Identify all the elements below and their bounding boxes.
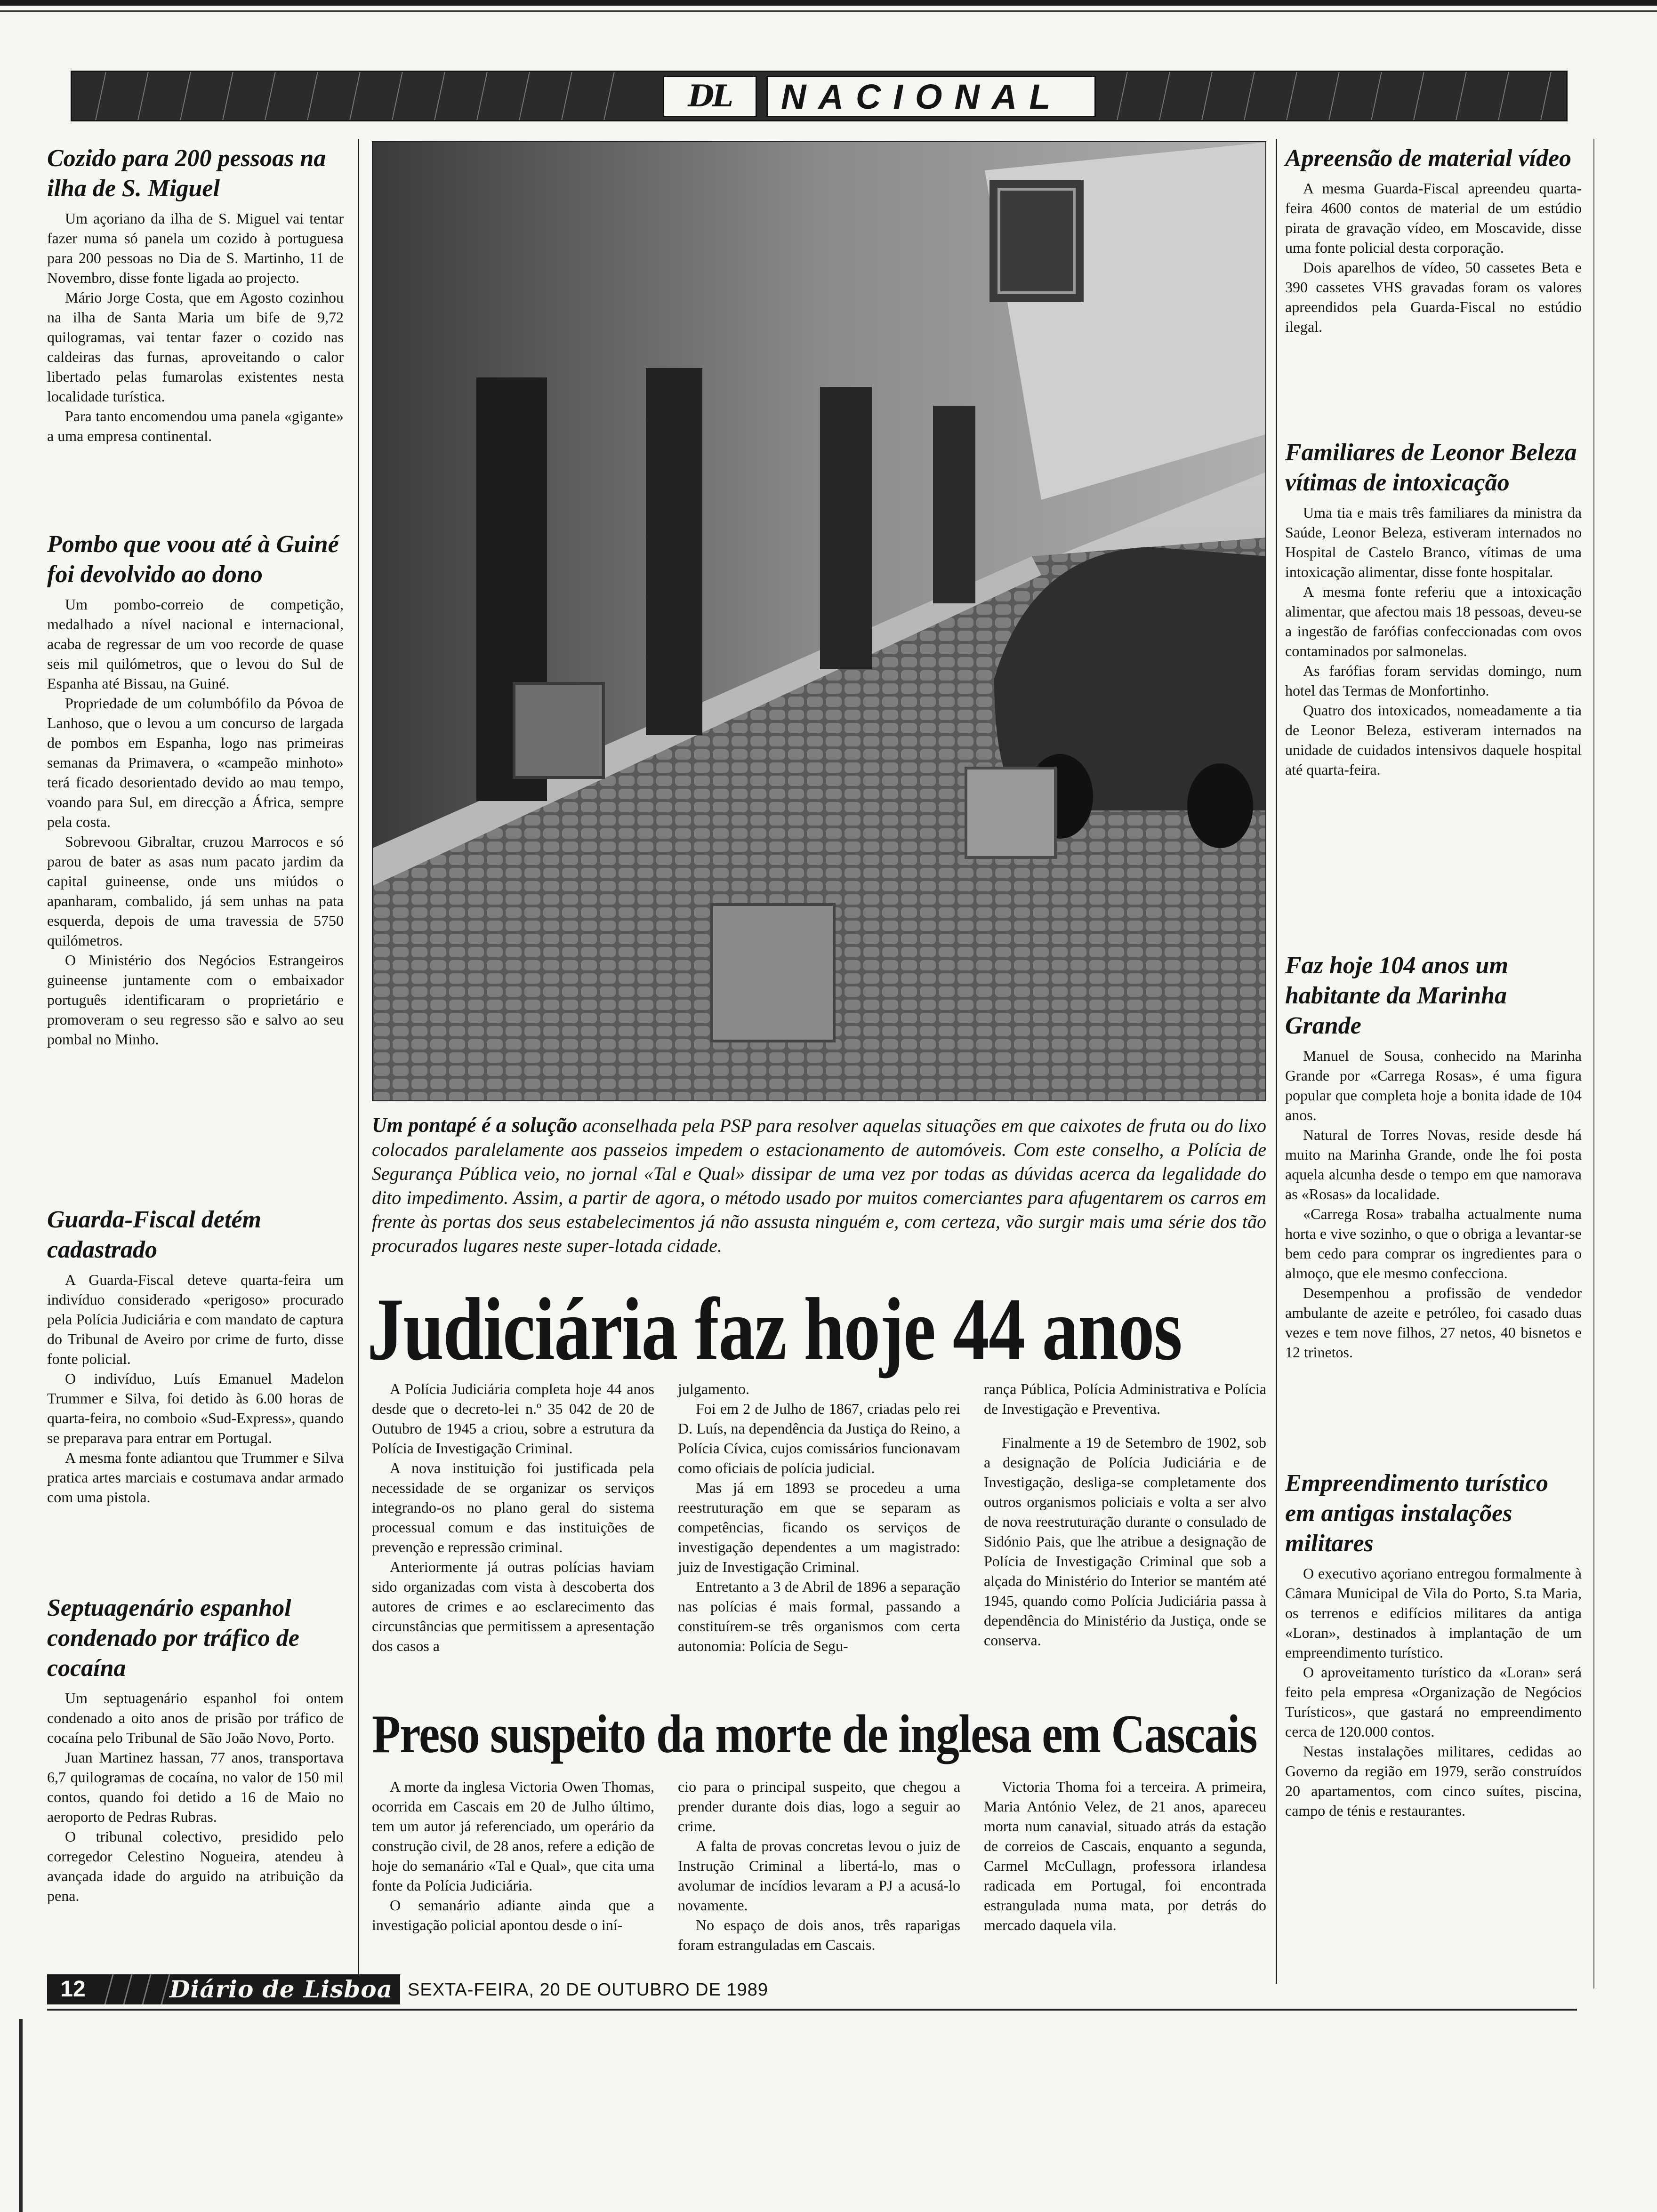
photo-caption xyxy=(372,1113,1266,1258)
article-paragraph: Entretanto a 3 de Abril de 1896 a separação nas polícias é mais formal, passando a constituírem-se três organismos com certa autonomia: Polícia de Segu- xyxy=(678,1578,960,1654)
masthead-footer xyxy=(99,1974,400,2004)
brief-guarda-fiscal xyxy=(47,1205,344,1507)
footer-rule xyxy=(47,2009,1577,2011)
article-paragraph: A falta de provas concretas levou o juiz de Instrução Criminal a libertá-lo, mas o avolumar de incídios levaram a PJ a acusá-lo novamente. xyxy=(678,1837,960,1914)
brief-paragraph: Uma tia e mais três familiares da ministra da Saúde, Leonor Beleza, estiveram internados no Hospital de Castelo Branco, vítimas de uma intoxicação alimentar, disse fonte hospitalar. xyxy=(1285,504,1582,580)
article-paragraph: O semanário adiante ainda que a investigação policial apontou desde o iní- xyxy=(372,1897,654,1933)
brief-headline: Apreensão de material vídeo xyxy=(1285,145,1572,172)
brief-headline: Cozido para 200 pessoas na ilha de S. Miguel xyxy=(47,145,326,202)
article1-column-1 xyxy=(372,1379,654,1656)
caption-lead: Um pontapé é a solução xyxy=(372,1114,578,1137)
brief-paragraph: Sobrevoou Gibraltar, cruzou Marrocos e só parou de bater as asas num pacato jardim da capital guineense, onde uns miúdos o apanharam, combalido, já sem unhas na pata esquerda, depois de uma travessia de 5750 quilómetros. xyxy=(47,833,344,949)
brief-paragraph: Propriedade de um columbófilo da Póvoa de Lanhoso, que o levou a um concurso de largada de pombos em Espanha, logo nas primeiras semanas da Primavera, o «campeão minhoto» terá ficado desorientado devido ao mau tempo, voando para Sul, em direcção a África, sempre pela costa. xyxy=(47,695,344,830)
article-paragraph: rança Pública, Polícia Administrativa e Polícia de Investigação e Preventiva. xyxy=(984,1380,1266,1417)
dl-logo: DL xyxy=(663,76,757,117)
caption-text: aconselhada pela PSP para resolver aquelas situações em que caixotes de fruta ou do lixo colocados paralelamente aos passeios impedem o estacionamento de automóveis. Com este conselho, a Polícia de Segurança Pública veio, no jornal «Tal e Qual» dissipar de uma vez por todas as dúvidas acerca da legalidade do dito impedimento. Assim, a partir de agora, o método usado por muitos comerciantes para afugentarem os carros em frente às portas dos seus estabelecimentos já não assusta ninguém e, com certeza, vão surgir mais uma série dos tão procurados lugares neste super-lotada cidade. xyxy=(372,1115,1267,1256)
article1-column-2 xyxy=(678,1379,960,1656)
brief-empreendimento xyxy=(1285,1468,1582,1820)
article-paragraph: Finalmente a 19 de Setembro de 1902, sob a designação de Polícia Judiciária e de Investigação, desliga-se completamente dos outros organismos policiais e volta a ser alvo de nova reestruturação durante o consulado de Sidónio Pais, que lhe atribue a designação de Polícia de Investigação Criminal que sob a alçada do Ministério do Interior se mantém até 1945, quando como Polícia Judiciária passa à dependência do Ministério da Justiça, onde se conserva. xyxy=(984,1434,1266,1649)
page-number: 12 xyxy=(47,1974,99,2004)
brief-paragraph: A Guarda-Fiscal deteve quarta-feira um indivíduo considerado «perigoso» procurado pela Polícia Judiciária e com mandato de captura do Tribunal de Aveiro por crime de furto, disse fonte policial. xyxy=(47,1271,344,1367)
brief-apreensao xyxy=(1285,144,1582,337)
brief-paragraph: Um pombo-correio de competição, medalhado a nível nacional e internacional, acaba de regressar de um voo recorde de quase seis mil quilómetros, que o levou do Sul de Espanha até Bissau, na Guiné. xyxy=(47,596,344,692)
brief-cozido xyxy=(47,144,344,446)
brief-paragraph: Quatro dos intoxicados, nomeadamente a tia de Leonor Beleza, estiveram internados na unidade de cuidados intensivos daquele hospital até quarta-feira. xyxy=(1285,702,1582,778)
article2-column-3 xyxy=(984,1777,1266,1935)
brief-paragraph: O aproveitamento turístico da «Loran» será feito pela empresa «Organização de Negócios Turísticos», que gastará no empreendimento cerca de 120.000 contos. xyxy=(1285,1664,1582,1740)
article-paragraph: No espaço de dois anos, três raparigas foram estranguladas em Cascais. xyxy=(678,1916,960,1953)
article2-column-1 xyxy=(372,1777,654,1935)
article-paragraph: cio para o principal suspeito, que chegou a prender durante dois dias, logo a seguir ao crime. xyxy=(678,1778,960,1835)
article-paragraph: A Polícia Judiciária completa hoje 44 anos desde que o decreto-lei n.º 35 042 de 20 de Outubro de 1945 a criou, sobre a estrutura da Polícia de Investigação Criminal. xyxy=(372,1380,654,1457)
brief-paragraph: Natural de Torres Novas, reside desde há muito na Marinha Grande, onde lhe foi posta aquela alcunha desde o tempo em que namorava as «Rosas» da localidade. xyxy=(1285,1126,1582,1202)
brief-paragraph: A mesma Guarda-Fiscal apreendeu quarta-feira 4600 contos de material de um estúdio pirata de gravação vídeo, em Moscavide, disse uma fonte policial desta corporação. xyxy=(1285,180,1582,256)
brief-headline: Empreendimento turístico em antigas instalações militares xyxy=(1285,1470,1549,1557)
brief-headline: Pombo que voou até à Guiné foi devolvido ao dono xyxy=(47,531,339,588)
brief-paragraph: Um septuagenário espanhol foi ontem condenado a oito anos de prisão por tráfico de cocaína pelo Tribunal de São João Novo, Porto. xyxy=(47,1690,344,1746)
brief-paragraph: Manuel de Sousa, conhecido na Marinha Grande por «Carrega Rosas», é uma figura popular que completa hoje a bonita idade de 104 anos. xyxy=(1285,1047,1582,1123)
article-paragraph: Victoria Thoma foi a terceira. A primeira, Maria António Velez, de 21 anos, apareceu morta num canavial, situado atrás da estação de correios de Cascais, enquanto a segunda, Carmel McCullagn, professora irlandesa radicada em Portugal, foi encontrada estrangulada numa mata, por detrás do mercado daquela vila. xyxy=(984,1778,1266,1933)
column-rule-right xyxy=(1276,139,1277,1984)
scan-edge xyxy=(19,2019,23,2212)
brief-septuagenario xyxy=(47,1593,344,1906)
article-headline-judiciaria: Judiciária faz hoje 44 anos xyxy=(367,1280,1182,1379)
section-banner xyxy=(71,71,1568,121)
top-border xyxy=(0,0,1657,6)
brief-pombo xyxy=(47,529,344,1049)
brief-paragraph: Nestas instalações militares, cedidas ao Governo da região em 1979, serão construídos 20 apartamentos, com cinco suítes, piscina, campo de ténis e restaurantes. xyxy=(1285,1743,1582,1819)
article1-column-3 xyxy=(984,1379,1266,1650)
brief-paragraph: Juan Martinez hassan, 77 anos, transportava 6,7 quilogramas de cocaína, no valor de 150 mil contos, quando foi detido a 16 de Maio no aeroporto de Pedras Rubras. xyxy=(47,1749,344,1825)
brief-paragraph: As farófias foram servidas domingo, num hotel das Termas de Monfortinho. xyxy=(1285,662,1582,699)
brief-paragraph: O executivo açoriano entregou formalmente à Câmara Municipal de Vila do Porto, S.ta Maria, os terrenos e edifícios militares da antiga «Loran», destinados à implantação de um empreendimento turístico. xyxy=(1285,1565,1582,1661)
brief-paragraph: Para tanto encomendou uma panela «gigante» a uma empresa continental. xyxy=(47,408,344,444)
article-headline-cascais: Preso suspeito da morte de inglesa em Cascais xyxy=(372,1704,1257,1764)
column-rule-left xyxy=(358,139,359,1984)
brief-leonor-beleza xyxy=(1285,438,1582,779)
brief-paragraph: O Ministério dos Negócios Estrangeiros guineense juntamente com o embaixador português identificaram o proprietário e promoveram o seu regresso são e salvo ao seu pombal no Minho. xyxy=(47,952,344,1048)
article2-column-2 xyxy=(678,1777,960,1955)
brief-paragraph: Um açoriano da ilha de S. Miguel vai tentar fazer numa só panela um cozido à portuguesa para 200 pessoas no Dia de S. Martinho, 11 de Novembro, disse fonte ligada ao projecto. xyxy=(47,210,344,286)
brief-paragraph: «Carrega Rosa» trabalha actualmente numa horta e vive sozinho, o que o obriga a levantar-se bem cedo para comprar os ingredientes para o almoço, que ele mesmo confecciona. xyxy=(1285,1205,1582,1282)
article-paragraph: julgamento. xyxy=(678,1380,749,1397)
brief-104-anos xyxy=(1285,951,1582,1362)
brief-headline: Septuagenário espanhol condenado por tráfico de cocaína xyxy=(47,1595,299,1682)
brief-paragraph: Desempenhou a profissão de vendedor ambulante de azeite e petróleo, foi casado duas vezes e tem nove filhos, 27 netos, 40 bisnetos e 12 trinetos. xyxy=(1285,1284,1582,1361)
article-paragraph: Anteriormente já outras polícias haviam sido organizadas com vista à descoberta dos autores de crimes e ao esclarecimento das circunstâncias que permitissem a apresentação dos casos a xyxy=(372,1558,654,1654)
brief-headline: Faz hoje 104 anos um habitante da Marinha Grande xyxy=(1285,952,1508,1039)
article-paragraph: Mas já em 1893 se procedeu a uma reestruturação em que se separam as competências, ficando os serviços de investigação dependentes a um magistrado: juiz de Investigação Criminal. xyxy=(678,1479,960,1575)
brief-paragraph: O indivíduo, Luís Emanuel Madelon Trummer e Silva, foi detido às 6.00 horas de quarta-feira, no comboio «Sud-Express», quando se preparava para entrar em Portugal. xyxy=(47,1370,344,1446)
brief-paragraph: A mesma fonte referiu que a intoxicação alimentar, que afectou mais 18 pessoas, deveu-se a ingestão de farófias confeccionadas com ovos contaminados por salmonelas. xyxy=(1285,583,1582,659)
street-photo xyxy=(372,141,1266,1101)
brief-headline: Familiares de Leonor Beleza vítimas de intoxicação xyxy=(1285,439,1577,496)
street-scene-image xyxy=(373,142,1266,1101)
page-edge-rule xyxy=(1593,139,1594,1988)
article-paragraph: A morte da inglesa Victoria Owen Thomas, ocorrida em Cascais em 20 de Julho último, tem um autor já referenciado, um operário da construção civil, de 28 anos, refere a edição de hoje do semanário «Tal e Qual», que cita uma fonte da Polícia Judiciária. xyxy=(372,1778,654,1894)
brief-paragraph: A mesma fonte adiantou que Trummer e Silva pratica artes marciais e costumava andar armado com uma pistola. xyxy=(47,1449,344,1506)
article-paragraph: Foi em 2 de Julho de 1867, criadas pelo rei D. Luís, na dependência da Justiça do Reino, a Polícia Cívica, cujos comissários funcionavam como oficiais de polícia judicial. xyxy=(678,1400,960,1476)
brief-paragraph: Mário Jorge Costa, que em Agosto cozinhou na ilha de Santa Maria um bife de 9,72 quilogramas, vai tentar fazer o cozido nas caldeiras das furnas, aproveitando o calor libertado pelas fumarolas existentes nesta localidade turística. xyxy=(47,289,344,405)
brief-paragraph: Dois aparelhos de vídeo, 50 cassetes Beta e 390 cassetes VHS gravadas foram os valores apreendidos pela Guarda-Fiscal no estúdio ilegal. xyxy=(1285,259,1582,335)
brief-paragraph: O tribunal colectivo, presidido pelo corregedor Celestino Nogueira, atendeu à avançada idade do arguido na atribuição da pena. xyxy=(47,1828,344,1904)
masthead-name: Diário de Lisboa xyxy=(169,1975,393,2003)
section-title: NACIONAL xyxy=(766,76,1096,117)
article-paragraph: A nova instituição foi justificada pela necessidade de se organizar os serviços integrando-os no plano geral do sistema processual comum e das instituições de prevenção e repressão criminal. xyxy=(372,1459,654,1555)
issue-date: SEXTA-FEIRA, 20 DE OUTUBRO DE 1989 xyxy=(408,1980,769,2000)
top-border-thin xyxy=(0,10,1657,12)
brief-headline: Guarda-Fiscal detém cadastrado xyxy=(47,1206,261,1263)
